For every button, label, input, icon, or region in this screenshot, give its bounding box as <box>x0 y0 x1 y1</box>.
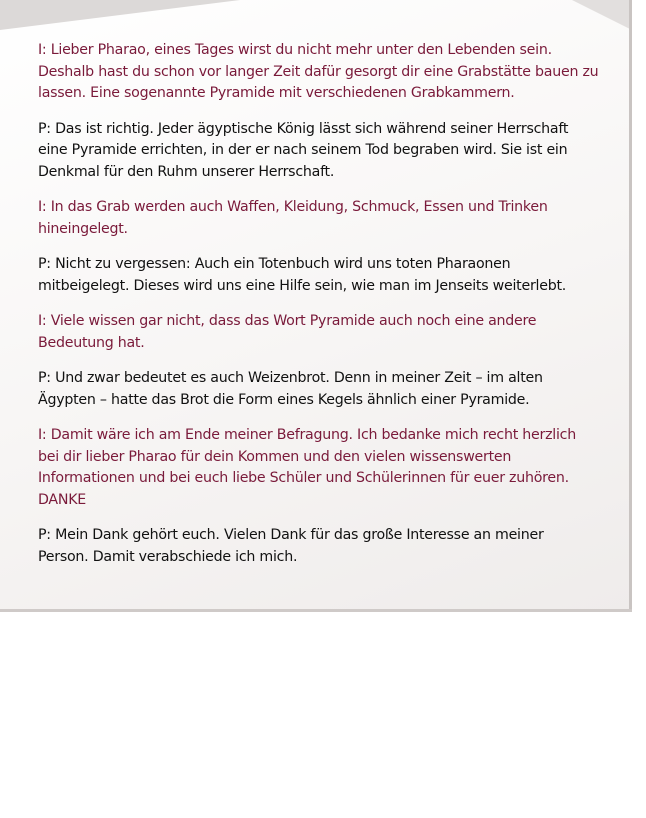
paper-fold-shadow <box>0 0 240 30</box>
paper-corner-shadow <box>572 0 632 30</box>
interviewer-paragraph-1: I: Lieber Pharao, eines Tages wirst du nicht mehr unter den Lebenden sein. Deshalb hast du schon vor langer Zeit dafür gesorgt dir eine Grabstätte bauen zu lassen. Eine sogenannte Pyramide mit verschiedenen Grabkammern. <box>38 42 599 101</box>
paper-right-edge <box>629 0 632 612</box>
paper-bottom-edge <box>0 609 632 612</box>
pharaoh-paragraph-4: P: Mein Dank gehört euch. Vielen Dank für das große Interesse an meiner Person. Damit verabschiede ich mich. <box>38 527 544 565</box>
pharaoh-paragraph-1: P: Das ist richtig. Jeder ägyptische König lässt sich während seiner Herrschaft eine Pyramide errichten, in der er nach seinem Tod begraben wird. Sie ist ein Denkmal für den Ruhm unserer Herrschaft. <box>38 120 569 180</box>
interviewer-paragraph-2: I: In das Grab werden auch Waffen, Kleidung, Schmuck, Essen und Trinken hineingelegt. <box>38 199 548 237</box>
interviewer-paragraph-3: I: Viele wissen gar nicht, dass das Wort Pyramide auch noch eine andere Bedeutung hat. <box>38 313 537 351</box>
interviewer-paragraph-4: I: Damit wäre ich am Ende meiner Befragung. Ich bedanke mich recht herzlich bei dir lieber Pharao für dein Kommen und den vielen wissenswerten Informationen und bei euch liebe Schüler und Schülerinnen für euer zuhören. DANKE <box>38 427 576 508</box>
pharaoh-paragraph-3: P: Und zwar bedeutet es auch Weizenbrot. Denn in meiner Zeit – im alten Ägypten – hatte das Brot die Form eines Kegels ähnlich einer Pyramide. <box>38 370 543 408</box>
pharaoh-paragraph-2: P: Nicht zu vergessen: Auch ein Totenbuch wird uns toten Pharaonen mitbeigelegt. Dieses wird uns eine Hilfe sein, wie man im Jenseits weiterlebt. <box>38 256 567 294</box>
interview-transcript <box>38 40 613 582</box>
